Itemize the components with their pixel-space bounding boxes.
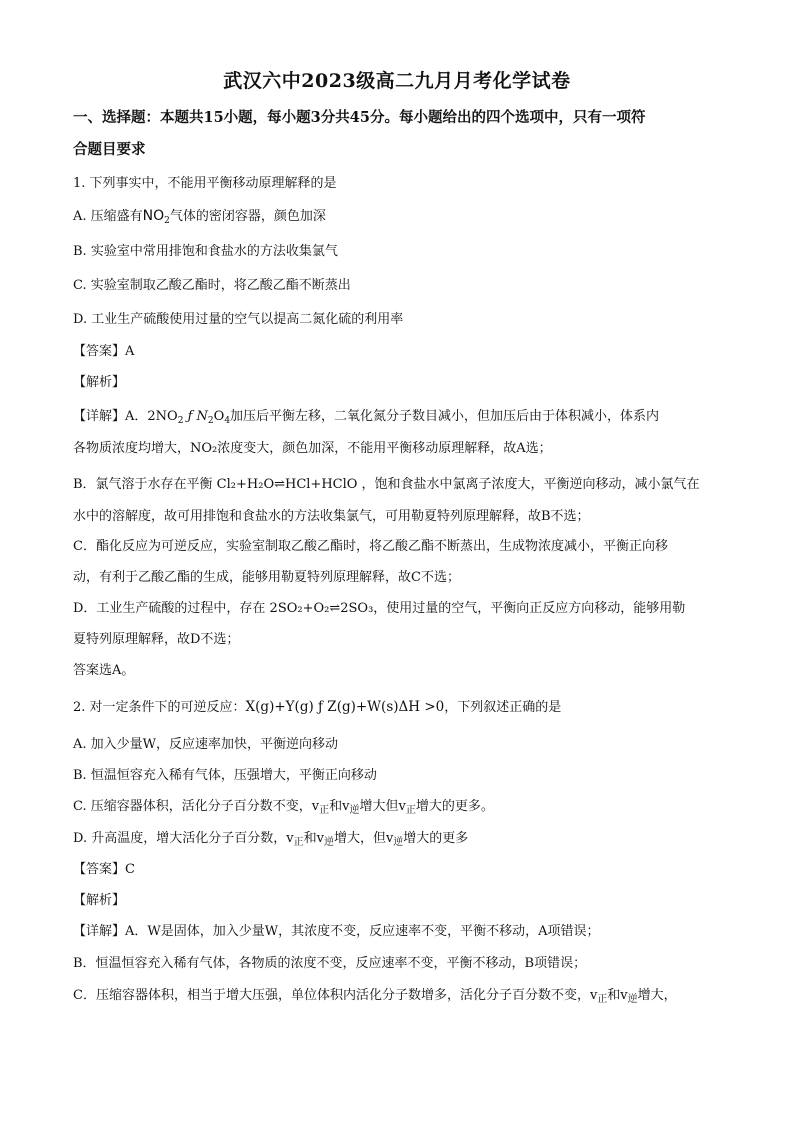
q1-detail-a-sub3: 4 (224, 416, 231, 426)
q2-option-c-text3: 增大但v (359, 799, 406, 814)
q2-option-d-sub1: 正 (293, 837, 304, 848)
q2-option-c-text1: C. 压缩容器体积，活化分子百分数不变，v (73, 799, 320, 814)
q2-option-b: B. 恒温恒容充入稀有气体，压强增大，平衡正向移动 (73, 768, 377, 783)
q1-detail-a-text: 加压后平衡左移，二氧化氮分子数目减小，但加压后由于体积减小，体系内 (230, 409, 660, 424)
q1-detail-b-line2: 水中的溶解度，故可用排饱和食盐水的方法收集氯气，可用勒夏特列原理解释，故B不选； (73, 509, 590, 524)
q2-option-d (73, 827, 468, 848)
q2-option-d-text4: 增大的更多 (403, 831, 469, 846)
q2-detail-c-text1: C．压缩容器体积，相当于增大压强，单位体积内活化分子数增多，活化分子百分数不变，v (73, 988, 598, 1003)
q1-option-b: B. 实验室中常用排饱和食盐水的方法收集氯气 (73, 244, 338, 259)
q2-detail-b: B．恒温恒容充入稀有气体，各物质的浓度不变，反应速率不变，平衡不移动，B项错误； (73, 956, 587, 971)
q1-detail-label: 【详解】 (73, 409, 126, 424)
section-heading (73, 102, 733, 166)
q1-detail-a-formula-start: A．2NO (125, 409, 178, 424)
q1-stem: 1. 下列事实中，不能用平衡移动原理解释的是 (73, 176, 337, 191)
q1-detail-c-line1: C．酯化反应为可逆反应，实验室制取乙酸乙酯时，将乙酸乙酯不断蒸出，生成物浓度减小，平衡正向移 (73, 539, 668, 554)
q1-option-a (73, 205, 326, 224)
q2-option-c-text4: 增大的更多。 (415, 799, 494, 814)
q2-detail-a (73, 920, 600, 939)
q2-stem-prefix: 2. 对一定条件下的可逆反应： (73, 700, 246, 715)
q1-option-a-formula: NO (142, 208, 165, 224)
q2-option-c-sub3: 正 (405, 805, 416, 816)
q1-conclusion: 答案选A。 (73, 663, 135, 678)
q1-analysis-label: 【解析】 (73, 375, 126, 390)
q2-stem (73, 696, 561, 715)
q2-option-c-sub1: 正 (319, 805, 330, 816)
q1-detail-c-line2: 动，有利于乙酸乙酯的生成，能够用勒夏特列原理解释，故C不选； (73, 570, 460, 585)
q2-answer (73, 858, 135, 877)
q1-answer (73, 340, 134, 359)
section-heading-line1: 一、选择题：本题共15小题，每小题3分共45分。每小题给出的四个选项中，只有一项符 (73, 109, 646, 126)
q1-detail-d-line2: 夏特列原理解释，故D不选； (73, 632, 240, 647)
q1-answer-label: 【答案】 (73, 344, 126, 359)
q1-detail-a-arrow: ƒ N (183, 409, 208, 424)
q2-detail-c-sub1: 正 (597, 994, 608, 1005)
q2-option-a: A. 加入少量W，反应速率加快，平衡逆向移动 (73, 737, 339, 752)
q1-detail-a-sub2: 2 (207, 416, 214, 426)
q1-option-a-prefix: A. 压缩盛有 (73, 209, 143, 224)
q1-option-d: D. 工业生产硫酸使用过量的空气以提高二氮化硫的利用率 (73, 312, 404, 327)
q2-detail-c-text3: 增大， (637, 988, 677, 1003)
q2-detail-c-text2: 和v (607, 988, 628, 1003)
q1-detail-a-sub1: 2 (177, 416, 184, 426)
q2-option-d-text3: 增大，但v (333, 831, 394, 846)
q2-stem-suffix: ，下列叙述正确的是 (444, 700, 562, 715)
q1-option-a-sub: 2 (164, 216, 170, 226)
q2-option-d-sub2: 逆 (323, 837, 334, 848)
q2-option-c-sub2: 逆 (349, 805, 360, 816)
q1-detail-d-line1: D．工业生产硫酸的过程中，存在 2SO₂+O₂⇌2SO₃，使用过量的空气，平衡向正反应方向移动，能够用勒 (73, 601, 686, 616)
q2-detail-c (73, 984, 677, 1005)
q2-option-d-sub3: 逆 (393, 837, 404, 848)
q1-detail-a-oxygen: O (213, 409, 225, 424)
q2-option-d-text1: D. 升高温度，增大活化分子百分数，v (73, 831, 294, 846)
q2-answer-value: C (125, 862, 135, 877)
section-heading-line2: 合题目要求 (73, 141, 146, 158)
q1-detail-a-line2: 各物质浓度均增大，NO₂浓度变大，颜色加深，不能用平衡移动原理解释，故A选； (73, 441, 552, 456)
q1-option-a-suffix: 气体的密闭容器，颜色加深 (169, 209, 326, 224)
q1-detail-b-line1: B．氯气溶于水存在平衡 Cl₂+H₂O⇌HCl+HClO ，饱和食盐水中氯离子浓度大，平衡逆向移动，减小氯气在 (73, 477, 700, 492)
q1-detail-a-line1 (73, 405, 659, 424)
q2-detail-label: 【详解】 (73, 924, 126, 939)
q2-stem-formula: X(g)+Y(g) ƒ Z(g)+W(s)ΔH >0 (245, 699, 445, 715)
q2-option-c (73, 795, 494, 816)
q2-detail-a-text: A．W是固体，加入少量W，其浓度不变，反应速率不变，平衡不移动，A项错误； (125, 924, 600, 939)
q2-detail-c-sub2: 逆 (627, 994, 638, 1005)
q2-option-d-text2: 和v (303, 831, 324, 846)
page-title: 武汉六中2023级高二九月月考化学试卷 (223, 70, 571, 92)
q2-answer-label: 【答案】 (73, 862, 126, 877)
q1-option-c: C. 实验室制取乙酸乙酯时，将乙酸乙酯不断蒸出 (73, 278, 351, 293)
q2-analysis-label: 【解析】 (73, 893, 126, 908)
q2-option-c-text2: 和v (329, 799, 350, 814)
q1-answer-value: A (125, 344, 135, 359)
